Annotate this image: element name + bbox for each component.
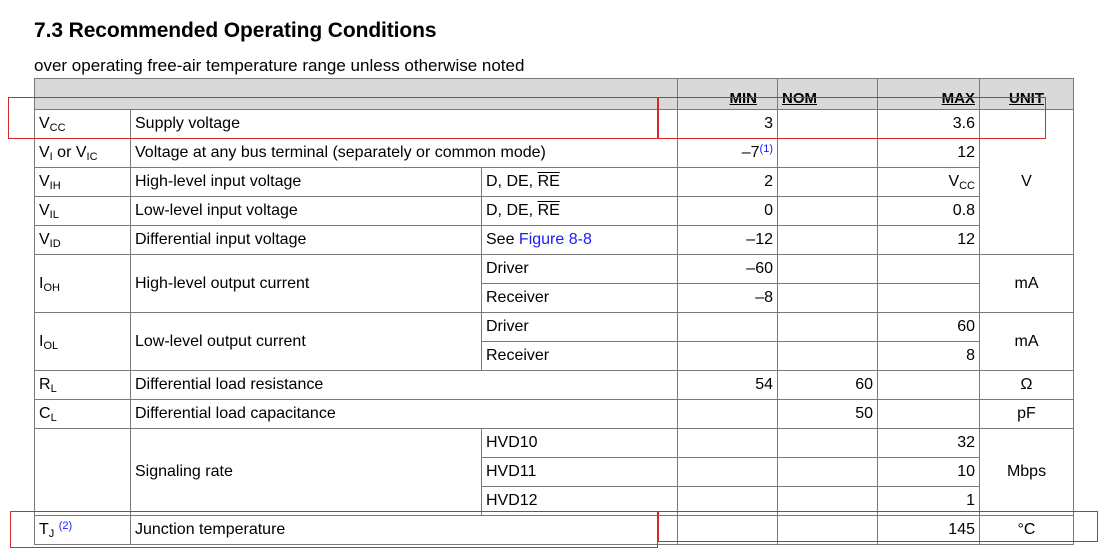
min-cell: –7$^{(1)}$ bbox=[678, 139, 778, 168]
parameter-cell: Low-level output current bbox=[131, 313, 482, 371]
min-cell: 3 bbox=[678, 110, 778, 139]
parameter-cell: High-level input voltage bbox=[131, 168, 482, 197]
max-cell bbox=[878, 371, 980, 400]
max-cell: 3.6 bbox=[878, 110, 980, 139]
table-row-vi bbox=[35, 139, 1074, 168]
max-cell: 0.8 bbox=[878, 197, 980, 226]
min-cell bbox=[678, 400, 778, 429]
table-row-vih bbox=[35, 168, 1074, 197]
symbol-cell: $R_L$ bbox=[35, 371, 131, 400]
unit-cell: mA bbox=[980, 313, 1074, 371]
parameter-cell: Low-level input voltage bbox=[131, 197, 482, 226]
nom-cell bbox=[778, 313, 878, 342]
symbol-cell: $V_{IH}$ bbox=[35, 168, 131, 197]
nom-cell bbox=[778, 284, 878, 313]
parameter-cell: Differential load capacitance bbox=[131, 400, 678, 429]
parameter-cell: Voltage at any bus terminal (separately or common mode) bbox=[131, 139, 678, 168]
max-cell: 32 bbox=[878, 429, 980, 458]
condition-cell: Receiver bbox=[482, 342, 678, 371]
nom-cell bbox=[778, 110, 878, 139]
table-row-rl bbox=[35, 371, 1074, 400]
nom-cell bbox=[778, 255, 878, 284]
header-blank-cell bbox=[35, 79, 678, 110]
min-cell bbox=[678, 313, 778, 342]
parameter-cell: High-level output current bbox=[131, 255, 482, 313]
condition-cell: HVD11 bbox=[482, 458, 678, 487]
nom-cell: 60 bbox=[778, 371, 878, 400]
nom-cell: 50 bbox=[778, 400, 878, 429]
parameter-cell: Supply voltage bbox=[131, 110, 678, 139]
nom-cell bbox=[778, 487, 878, 516]
column-header-max: MAX bbox=[878, 79, 980, 110]
condition-cell: HVD10 bbox=[482, 429, 678, 458]
unit-cell: mA bbox=[980, 255, 1074, 313]
parameter-cell: Differential load resistance bbox=[131, 371, 678, 400]
min-cell: –60 bbox=[678, 255, 778, 284]
figure-8-8-link[interactable]: Figure 8-8 bbox=[518, 231, 592, 248]
max-cell bbox=[878, 255, 980, 284]
nom-cell bbox=[778, 139, 878, 168]
symbol-cell: $V_{ID}$ bbox=[35, 226, 131, 255]
table-row-vid bbox=[35, 226, 1074, 255]
max-cell: 60 bbox=[878, 313, 980, 342]
table-row-rate-hvd10 bbox=[35, 429, 1074, 458]
min-cell bbox=[678, 342, 778, 371]
table-row-cl bbox=[35, 400, 1074, 429]
max-cell: 145 bbox=[878, 516, 980, 545]
min-cell bbox=[678, 516, 778, 545]
nom-cell bbox=[778, 429, 878, 458]
symbol-cell: $V_I$ or $V_{IC}$ bbox=[35, 139, 131, 168]
nom-cell bbox=[778, 516, 878, 545]
condition-cell: Driver bbox=[482, 313, 678, 342]
footnote-1-link[interactable]: (1) bbox=[759, 143, 773, 155]
unit-cell: Mbps bbox=[980, 429, 1074, 516]
table-row-ioh-driver bbox=[35, 255, 1074, 284]
nom-cell bbox=[778, 458, 878, 487]
symbol-cell: $V_{CC}$ bbox=[35, 110, 131, 139]
min-cell bbox=[678, 429, 778, 458]
min-cell: –8 bbox=[678, 284, 778, 313]
parameter-cell: Junction temperature bbox=[131, 516, 678, 545]
table-row-vil bbox=[35, 197, 1074, 226]
table-header-row bbox=[35, 79, 1074, 110]
max-cell: $V_{CC}$ bbox=[878, 168, 980, 197]
unit-cell: pF bbox=[980, 400, 1074, 429]
min-cell: 0 bbox=[678, 197, 778, 226]
parameter-cell: Differential input voltage bbox=[131, 226, 482, 255]
nom-cell bbox=[778, 168, 878, 197]
condition-cell: D, DE, $\overline{RE}$ bbox=[482, 197, 678, 226]
symbol-cell: $T_J$ $^{(2)}$ bbox=[35, 516, 131, 545]
condition-cell: See Figure 8-8 bbox=[482, 226, 678, 255]
symbol-cell: $V_{IL}$ bbox=[35, 197, 131, 226]
nom-cell bbox=[778, 197, 878, 226]
max-cell: 12 bbox=[878, 139, 980, 168]
nom-cell bbox=[778, 342, 878, 371]
symbol-cell: $C_L$ bbox=[35, 400, 131, 429]
max-cell: 10 bbox=[878, 458, 980, 487]
parameter-cell: Signaling rate bbox=[131, 429, 482, 516]
max-cell bbox=[878, 284, 980, 313]
symbol-cell bbox=[35, 429, 131, 516]
condition-cell: D, DE, $\overline{RE}$ bbox=[482, 168, 678, 197]
symbol-cell: $I_{OL}$ bbox=[35, 313, 131, 371]
column-header-min: MIN bbox=[678, 79, 778, 110]
operating-conditions-table bbox=[34, 78, 1074, 545]
table-row-vcc bbox=[35, 110, 1074, 139]
section-title: 7.3 Recommended Operating Conditions bbox=[34, 19, 437, 42]
min-cell: 2 bbox=[678, 168, 778, 197]
min-cell bbox=[678, 458, 778, 487]
symbol-cell: $I_{OH}$ bbox=[35, 255, 131, 313]
unit-cell: Ω bbox=[980, 371, 1074, 400]
unit-cell: °C bbox=[980, 516, 1074, 545]
footnote-2-link[interactable]: (2) bbox=[58, 520, 73, 532]
section-subtitle: over operating free-air temperature range unless otherwise noted bbox=[34, 56, 525, 75]
condition-cell: HVD12 bbox=[482, 487, 678, 516]
table-row-iol-driver bbox=[35, 313, 1074, 342]
max-cell: 12 bbox=[878, 226, 980, 255]
column-header-nom: NOM bbox=[778, 79, 878, 110]
condition-cell: Receiver bbox=[482, 284, 678, 313]
min-cell: –12 bbox=[678, 226, 778, 255]
table-row-tj bbox=[35, 516, 1074, 545]
unit-cell-voltage: V bbox=[980, 110, 1074, 255]
min-cell bbox=[678, 487, 778, 516]
min-cell: 54 bbox=[678, 371, 778, 400]
column-header-unit: UNIT bbox=[980, 79, 1074, 110]
max-cell: 1 bbox=[878, 487, 980, 516]
condition-cell: Driver bbox=[482, 255, 678, 284]
nom-cell bbox=[778, 226, 878, 255]
max-cell bbox=[878, 400, 980, 429]
max-cell: 8 bbox=[878, 342, 980, 371]
